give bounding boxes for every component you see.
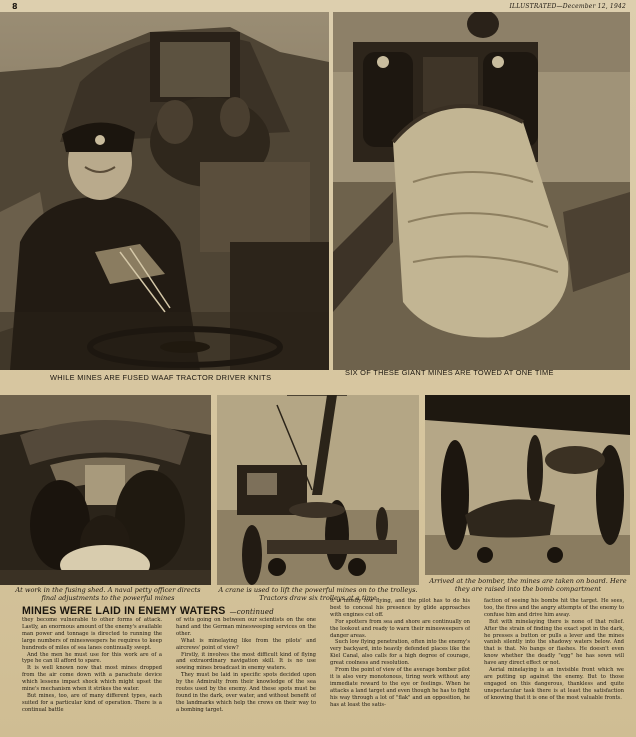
paragraph: And the men he must use for this work are of a type he can ill afford to spare.: [22, 651, 162, 665]
paragraph: It is well known now that most mines dropped from the air come down with a parachute device which lessens impact shock which might upset the mine's mechanism when it strikes the water.: [22, 665, 162, 693]
paragraph: they become vulnerable to other forms of attack. Lastly, an enormous amount of the enemy's available man power and tonnage is directed to running the large numbers of minesweepers he requires to keep hundreds of miles of sea lanes continually swept.: [22, 617, 162, 651]
paragraph: But with minelaying there is none of that relief. After the strain of finding the exact spot in the dark, he presses a button or pulls a lever and the mines vanish silently into the shadowy waters below. And that is that. No bangs or flashes. He doesn't even know whether the deadly "egg" he has sown will have any direct effect or not.: [484, 618, 624, 667]
paragraph: What is minelaying like from the pilots' and aircrews' point of view?: [176, 637, 316, 651]
headline-text: MINES WERE LAID IN ENEMY WATERS: [22, 605, 226, 617]
paragraph: of wits going on between our scientists on the one hand and the German minesweeping services on the other.: [176, 617, 316, 637]
article-column-1: [22, 617, 162, 737]
article-column-2: [176, 617, 316, 737]
caption-fusing-shed: At work in the fusing shed. A naval petty officer directs final adjustments to the powerful mines: [15, 586, 201, 602]
caption-bomber: Arrived at the bomber, the mines are taken on board. Here they are raised into the bomb compartment: [429, 577, 627, 593]
page-header: [6, 0, 630, 12]
paragraph: Firstly, it involves the most difficult kind of flying and extraordinary navigation skill. It is no use sowing mines broadcast in enemy waters.: [176, 651, 316, 672]
paragraph: But mines, too, are of many different types, each suited for a particular kind of operation. There is a continual battle: [22, 692, 162, 713]
photo-bomber-loading: [425, 395, 630, 575]
paragraph: For spotters from sea and shore are continually on the lookout and ready to warn their minesweepers of danger areas.: [330, 618, 470, 639]
article-headline: [22, 605, 274, 617]
paragraph: faction of seeing his bombs hit the target. He sees, too, the fires and the angry attempts of the enemy to confuse him and drive him away.: [484, 598, 624, 618]
caption-giant-mine: SIX OF THESE GIANT MINES ARE TOWED AT ONE TIME: [345, 368, 554, 377]
paragraph: From the point of view of the average bomber pilot it is also very monotonous, tiring work without any immediate reward to the eye or feelings. When he attacks a land target and even though he has to fight his way through a lot of "flak" and an opposition, he has at least the satis-: [330, 667, 470, 708]
article-column-3: [330, 598, 470, 737]
paragraph: It is mostly low flying, and the pilot has to do his best to conceal his presence by glide approaches with engines cut off.: [330, 598, 470, 618]
photo-giant-mine-towed: [333, 12, 630, 370]
headline-continued: —continued: [229, 608, 274, 616]
caption-waaf: WHILE MINES ARE FUSED WAAF TRACTOR DRIVER KNITS: [50, 373, 272, 382]
paragraph: Such low flying penetration, often into the enemy's very backyard, into heavily defended places like the Kiel Canal, also calls for a high degree of courage, great coolness and resolution.: [330, 639, 470, 667]
photo-waaf-driver-knitting: [0, 12, 329, 370]
paragraph: They must be laid in specific spots decided upon by the Admiralty from their knowledge of the sea routes used by the enemy. And these spots must be found in the dark, over water, and without benefit of the landmarks which help the crews on their way to a bombing target.: [176, 672, 316, 713]
photo-fusing-shed: [0, 395, 211, 585]
caption-crane: A crane is used to lift the powerful mines on to the trolleys. Tractors draw six trolleys at a time: [218, 586, 418, 602]
photo-crane-lifting-mine: [217, 395, 419, 585]
publication-line: ILLUSTRATED—December 12, 1942: [509, 3, 626, 10]
paragraph: Aerial minelaying is an invisible front which we are putting up against the enemy. But to those engaged on this dangerous, thankless and quite unspectacular task there is at least the satisfaction of knowing that it is one of the most valuable fronts.: [484, 667, 624, 701]
article-column-4: [484, 598, 624, 737]
page-number: 8: [12, 2, 18, 11]
